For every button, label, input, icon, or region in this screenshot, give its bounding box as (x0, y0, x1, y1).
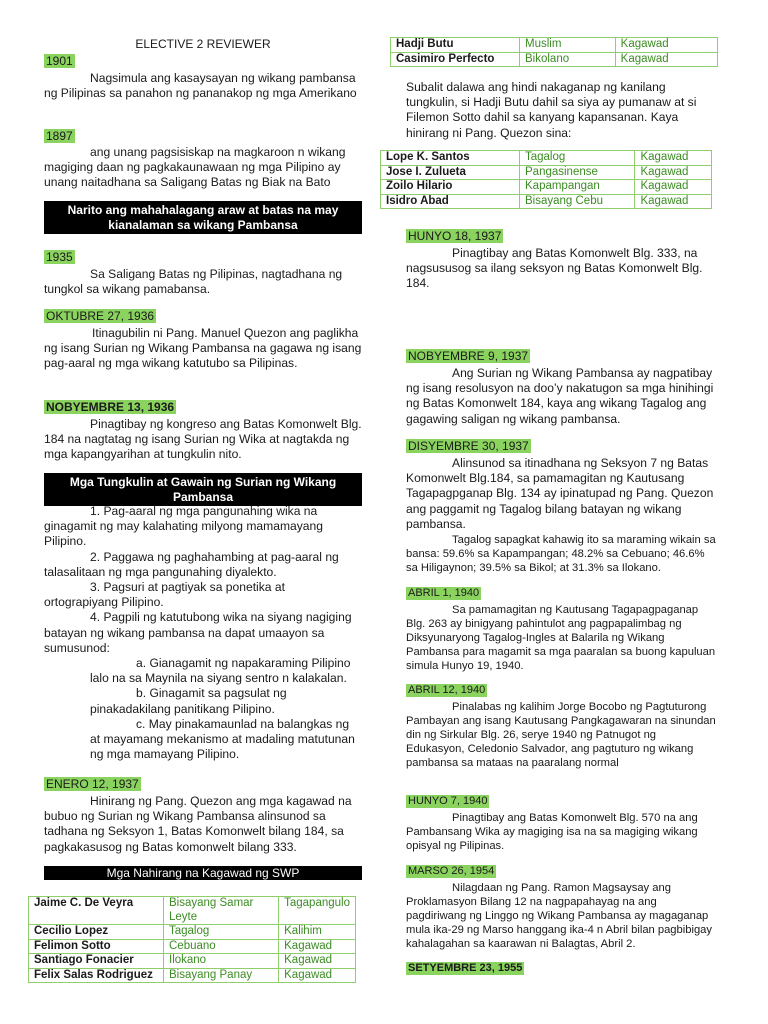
entry-text: Itinagubilin ni Pang. Manuel Quezon ang paglikha ng isang Surian ng Wikang Pambansa na gagawa ng isang pag-aaral ng mga wikang katutubo sa Pilipinas. (44, 326, 362, 371)
member-name: Felimon Sotto (29, 939, 164, 954)
member-name: Cecilio Lopez (29, 925, 164, 940)
member-language: Tagalog (520, 151, 635, 166)
kagawad-table (28, 896, 356, 983)
table-row (381, 194, 712, 209)
entry-note: Tagalog sapagkat kahawig ito sa maraming wikain sa bansa: 59.6% sa Kapampangan; 48.2% sa Cebuano; 46.6% sa Hiligaynon; 39.5% sa Bikol; at 31.3% sa Ilokano. (406, 534, 716, 575)
entry-text: Pinagtibay ang Batas Komonwelt Blg. 333, na nagsususog sa ilang seksyon ng Batas Komonwelt Blg. 184. (406, 246, 703, 291)
member-language: Bisayang Cebu (520, 194, 635, 209)
entry-nobyembre-1937 (406, 347, 716, 427)
tungkulin-list (44, 504, 362, 762)
entry-hunyo-1940 (406, 791, 716, 853)
entry-hunyo-1937 (406, 227, 716, 292)
member-position: Tagapangulo (279, 897, 356, 925)
table-row (381, 165, 712, 180)
member-language: Ilokano (164, 954, 279, 969)
member-name: Isidro Abad (381, 194, 520, 209)
entry-nobyembre-1936 (44, 398, 362, 463)
member-language: Bikolano (520, 52, 616, 67)
member-language: Tagalog (164, 925, 279, 940)
member-position: Kagawad (635, 180, 712, 195)
kagawad-table-continued (390, 37, 718, 67)
member-position: Kagawad (279, 939, 356, 954)
entry-text: Pinalabas ng kalihim Jorge Bocobo ng Pagtuturong Pambayan ang isang Kautusang Pangkagawaran na sinundan din ng Sirkular Blg. 26, serye 1940 ng Patnugot ng Edukasyon, Celedonio Salvador, ang pagtuturo ng wikang pambansa sa mataas na paaralang normal (406, 701, 716, 769)
list-item: 4. Pagpili ng katutubong wika na siyang nagiging batayan ng wikang pambansa na dapat umaayon sa sumusunod: (44, 610, 352, 655)
entry-enero-1937 (44, 775, 362, 855)
entry-text: Nagsimula ang kasaysayan ng wikang pambansa ng Pilipinas sa panahon ng pananakop ng mga Amerikano (44, 71, 357, 101)
entry-text: Ang Surian ng Wikang Pambansa ay nagpatibay ng isang resolusyon na doo’y nakatugon sa mga hinihingi ng Batas Komonwelt 184, kaya ang wikang Tagalog ang gagawing saligan ng wikang pambansa. (406, 366, 714, 426)
table-row (29, 939, 356, 954)
table-row (29, 968, 356, 983)
date-highlight: OKTUBRE 27, 1936 (46, 309, 155, 323)
entry-text: Nilagdaan ng Pang. Ramon Magsaysay ang Proklamasyon Bilang 12 na nagpapahayag na ang pagdiriwang ng Linggo ng Wikang Pambansa ay magaganap mula ika-29 ng Marso hanggang ika-4 n Abril bilan pagbibigay kahalagahan sa kaarawan ni Balagtas, Abril 2. (406, 882, 712, 950)
sub-list-item: a. Gianagamit ng napakaraming Pilipino lalo na sa Maynila na siyang sentro n kalakalan. (90, 656, 351, 686)
date-highlight: SETYEMBRE 23, 1955 (408, 962, 523, 974)
member-name: Hadji Butu (391, 38, 520, 53)
entry-abril-12-1940 (406, 680, 716, 770)
member-position: Kagawad (615, 38, 717, 53)
date-highlight: NOBYEMBRE 9, 1937 (408, 349, 529, 363)
table-row (381, 180, 712, 195)
member-position: Kalihim (279, 925, 356, 940)
list-item: 3. Pagsuri at pagtiyak sa ponetika at ortograpiyang Pilipino. (44, 580, 285, 610)
entry-oktubre-1936 (44, 307, 362, 372)
date-highlight: ABRIL 12, 1940 (408, 684, 486, 696)
member-position: Kagawad (615, 52, 717, 67)
table-row (391, 38, 718, 53)
member-position: Kagawad (635, 194, 712, 209)
page-title: ELECTIVE 2 REVIEWER (135, 37, 271, 51)
entry-disyembre-1937 (406, 437, 716, 575)
member-language: Bisayang Samar Leyte (164, 897, 279, 925)
entry-abril-1-1940 (406, 583, 716, 673)
date-highlight: 1901 (46, 54, 73, 68)
member-name: Santiago Fonacier (29, 954, 164, 969)
member-language: Bisayang Panay (164, 968, 279, 983)
date-highlight: 1935 (46, 250, 73, 264)
section-bar-nahirang: Mga Nahirang na Kagawad ng SWP (44, 866, 362, 880)
member-language: Cebuano (164, 939, 279, 954)
entry-text: Pinagtibay ang Batas Komonwelt Blg. 570 na ang Pambansang Wika ay magiging isa na sa magiging wikang opisyal ng Pilipinas. (406, 812, 698, 852)
entry-text: Alinsunod sa itinadhana ng Seksyon 7 ng Batas Komonwelt Blg.184, sa pamamagitan ng Kautusang Tagapagpganap Blg. 134 ay ipinatupad ng Pang. Quezon ang paggamit ng Tagalog bilang batayan ng wikang pambansa. (406, 456, 714, 531)
member-language: Pangasinense (520, 165, 635, 180)
member-name: Lope K. Santos (381, 151, 520, 166)
member-name: Jaime C. De Veyra (29, 897, 164, 925)
section-bar-tungkulin: Mga Tungkulin at Gawain ng Surian ng Wikang Pambansa (44, 473, 362, 506)
member-position: Kagawad (635, 165, 712, 180)
member-language: Muslim (520, 38, 616, 53)
table-row (29, 954, 356, 969)
section-bar-mahahalagang-araw: Narito ang mahahalagang araw at batas na may kianalaman sa wikang Pambansa (44, 201, 362, 234)
member-position: Kagawad (279, 968, 356, 983)
entry-text: ang unang pagsisiskap na magkaroon n wikang magiging daan ng pagkakaunawaan ng mga Pilipino ay unang naitadhana sa Saligang Batas ng Biak na Bato (44, 145, 346, 190)
sub-list-item: c. May pinakamaunlad na balangkas ng at mayamang mekanismo at madaling matutunan ng mga mamayang Pilipino. (90, 716, 355, 762)
member-name: Felix Salas Rodriguez (29, 968, 164, 983)
table-row (29, 897, 356, 925)
date-highlight: HUNYO 7, 1940 (408, 795, 488, 807)
member-position: Kagawad (279, 954, 356, 969)
date-highlight: ENERO 12, 1937 (46, 777, 139, 791)
entry-setyembre-1955 (406, 958, 716, 976)
member-name: Zoilo Hilario (381, 180, 520, 195)
member-position: Kagawad (635, 151, 712, 166)
paragraph-hinirang: Subalit dalawa ang hindi nakaganap ng kanilang tungkulin, si Hadji Butu dahil sa siya ay pumanaw at si Filemon Sotto dahil sa kanyang kapansanan. Kaya hinirang ni Pang. Quezon sina: (406, 80, 697, 140)
date-highlight: ABRIL 1, 1940 (408, 587, 480, 599)
date-highlight: NOBYEMBRE 13, 1936 (46, 400, 175, 414)
table-row (391, 52, 718, 67)
entry-1897 (44, 127, 362, 191)
sub-list-item: b. Ginagamit sa pagsulat ng pinakadakilang panitikang Pilipino. (90, 686, 287, 716)
date-highlight: HUNYO 18, 1937 (408, 229, 502, 243)
table-row (29, 925, 356, 940)
entry-1935 (44, 248, 362, 297)
list-item: 1. Pag-aaral ng mga pangunahing wika na ginagamit ng may kalahating milyong mamamayang Pilipino. (44, 504, 323, 549)
date-highlight: MARSO 26, 1954 (408, 865, 495, 877)
entry-text: Sa Saligang Batas ng Pilipinas, nagtadhana ng tungkol sa wikang pamabansa. (44, 267, 343, 297)
list-item: 2. Paggawa ng paghahambing at pag-aaral ng talasalitaan ng mga pangunahing diyalekto. (44, 549, 339, 579)
member-name: Jose I. Zulueta (381, 165, 520, 180)
table-row (381, 151, 712, 166)
member-language: Kapampangan (520, 180, 635, 195)
entry-text: Hinirang ng Pang. Quezon ang mga kagawad na bubuo ng Surian ng Wikang Pambansa alinsunod sa tadhana ng Seksyon 1, Batas Komonwelt bilang 184, sa pagkakasusog ng Batas komonwelt bilang 333. (44, 794, 352, 854)
entry-marso-1954 (406, 861, 716, 951)
entry-text: Sa pamamagitan ng Kautusang Tagapagpaganap Blg. 263 ay binigyang pahintulot ang pagpapalimbag ng Diksyunaryong Tagalog-Ingles at Balarila ng Wikang Pambansa para magamit sa mga paaralan sa buong kapuluan simula Hunyo 19, 1940. (406, 604, 716, 672)
date-highlight: DISYEMBRE 30, 1937 (408, 439, 529, 453)
entry-1901 (44, 52, 362, 101)
date-highlight: 1897 (46, 129, 73, 143)
kagawad-replacement-table (380, 150, 712, 209)
entry-text: Pinagtibay ng kongreso ang Batas Komonwelt Blg. 184 na nagtatag ng isang Surian ng Wika at nagtakda ng mga kapangyarihan at tungkulin nito. (44, 417, 362, 462)
member-name: Casimiro Perfecto (391, 52, 520, 67)
